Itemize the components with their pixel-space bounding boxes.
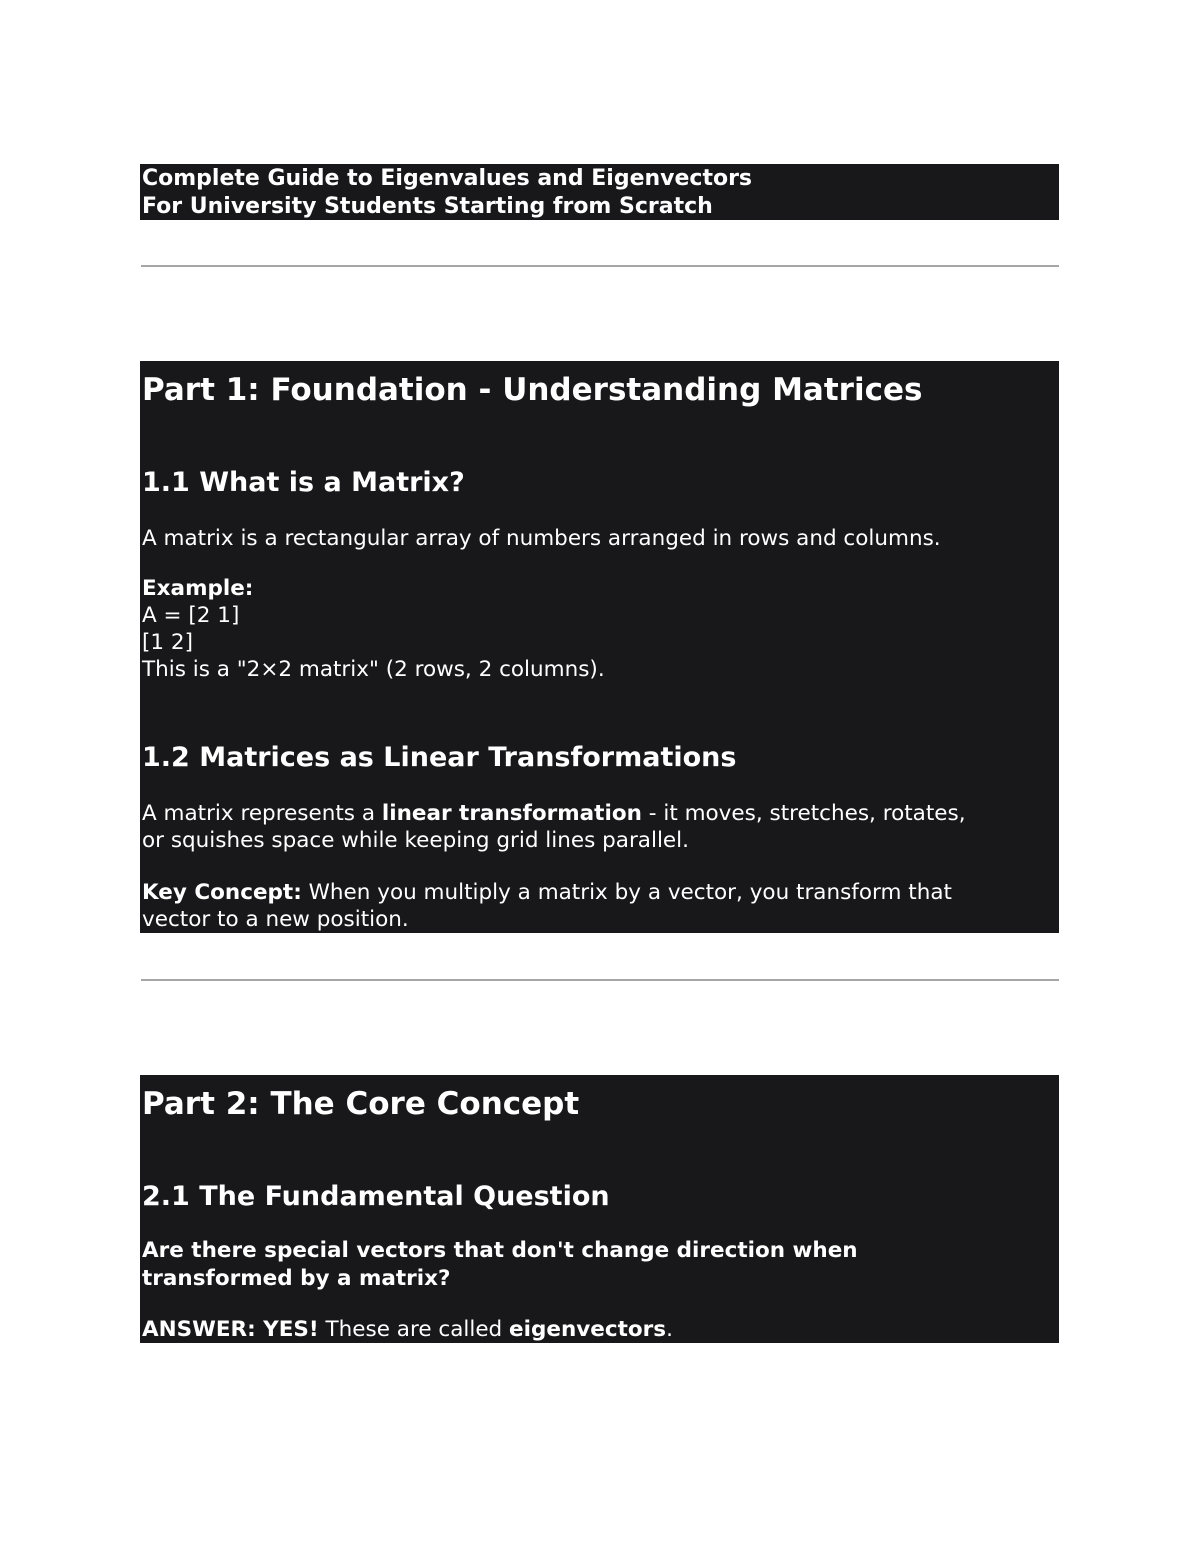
section-2-1-heading: 2.1 The Fundamental Question xyxy=(142,1181,610,1212)
example-line-1: A = [2 1] xyxy=(142,603,240,628)
fundamental-question-line-1: Are there special vectors that don't change direction when xyxy=(142,1238,858,1263)
transformation-text-suffix: - it moves, stretches, rotates, xyxy=(641,801,966,826)
matrix-definition: A matrix is a rectangular array of numbers arranged in rows and columns. xyxy=(142,526,941,551)
transformation-line-1 xyxy=(142,800,966,827)
example-label: Example: xyxy=(142,576,254,601)
answer-line xyxy=(142,1316,673,1343)
key-concept-label: Key Concept: xyxy=(142,880,302,905)
example-line-3: This is a "2×2 matrix" (2 rows, 2 columns). xyxy=(142,657,605,682)
horizontal-divider xyxy=(141,979,1059,981)
key-concept-line-1 xyxy=(142,879,952,906)
transformation-line-2: or squishes space while keeping grid lines parallel. xyxy=(142,828,689,853)
document-title-block xyxy=(140,164,1059,220)
transformation-text: A matrix represents a xyxy=(142,801,382,826)
key-concept-text: When you multiply a matrix by a vector, you transform that xyxy=(301,880,952,905)
answer-text: These are called xyxy=(318,1317,510,1342)
answer-period: . xyxy=(666,1317,673,1342)
linear-transformation-term: linear transformation xyxy=(381,801,642,826)
section-1-2-heading: 1.2 Matrices as Linear Transformations xyxy=(142,742,737,773)
answer-label: ANSWER: YES! xyxy=(142,1317,319,1342)
key-concept-line-2: vector to a new position. xyxy=(142,907,409,932)
eigenvectors-term: eigenvectors xyxy=(509,1317,667,1342)
part-1-heading: Part 1: Foundation - Understanding Matrices xyxy=(142,372,923,408)
example-line-2: [1 2] xyxy=(142,630,193,655)
document-subtitle: For University Students Starting from Scratch xyxy=(142,194,713,219)
horizontal-divider xyxy=(141,265,1059,267)
part-2-section xyxy=(140,1075,1059,1343)
part-1-section xyxy=(140,361,1059,933)
document-title: Complete Guide to Eigenvalues and Eigenvectors xyxy=(142,166,753,191)
fundamental-question-line-2: transformed by a matrix? xyxy=(142,1266,451,1291)
part-2-heading: Part 2: The Core Concept xyxy=(142,1086,580,1122)
section-1-1-heading: 1.1 What is a Matrix? xyxy=(142,467,465,498)
